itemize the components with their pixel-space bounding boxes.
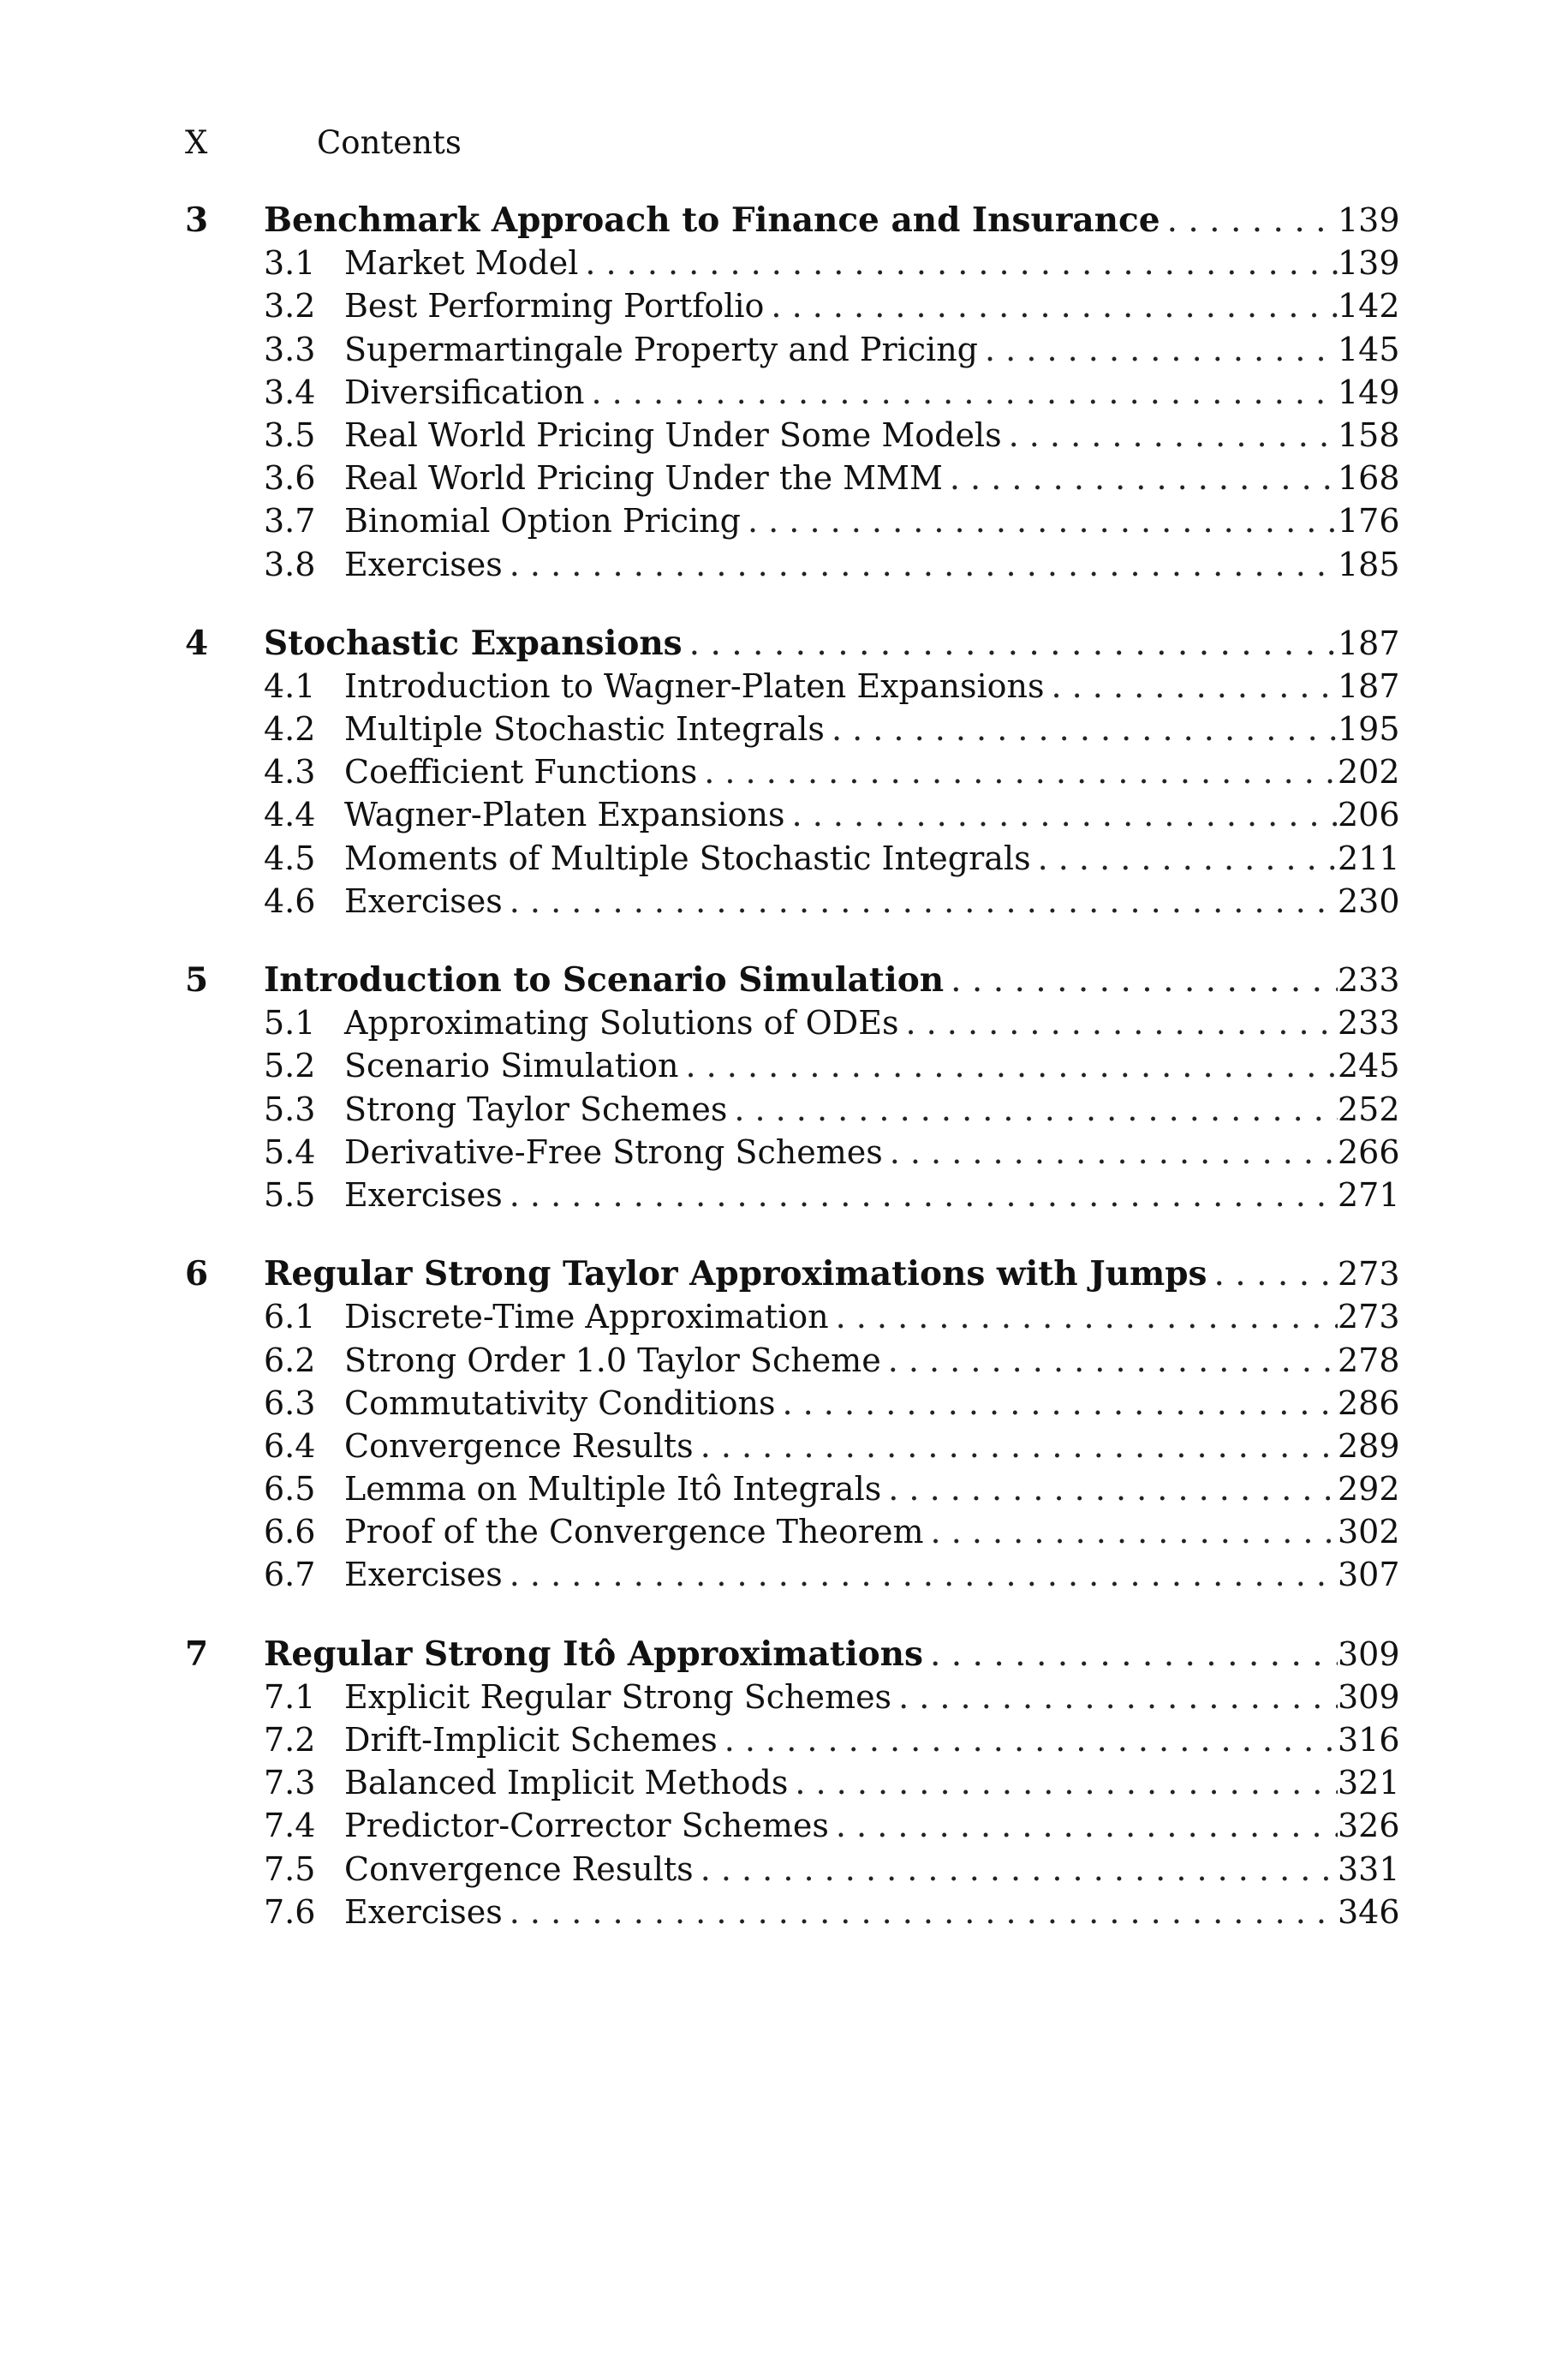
section-title: Market Model bbox=[344, 244, 579, 283]
section-page-number: 266 bbox=[1338, 1132, 1400, 1171]
section-title: Convergence Results bbox=[344, 1426, 694, 1465]
section-page-number: 271 bbox=[1338, 1175, 1400, 1214]
section-page-number: 302 bbox=[1338, 1513, 1400, 1551]
toc-section-entry[interactable] bbox=[185, 457, 1398, 499]
section-page-number: 326 bbox=[1338, 1807, 1400, 1845]
section-number: 3.6 bbox=[264, 459, 316, 498]
section-title: Introduction to Wagner-Platen Expansions bbox=[344, 666, 1045, 705]
dot-leader bbox=[510, 543, 1338, 586]
section-title: Exercises bbox=[344, 1556, 503, 1594]
dot-leader bbox=[1009, 414, 1338, 457]
section-number: 7.3 bbox=[264, 1764, 316, 1802]
dot-leader bbox=[724, 1718, 1338, 1761]
section-number: 6.4 bbox=[264, 1426, 316, 1465]
section-number: 3.7 bbox=[264, 502, 316, 541]
dot-leader bbox=[685, 1044, 1338, 1087]
toc-section-entry[interactable] bbox=[185, 708, 1398, 750]
toc-chapter-entry[interactable] bbox=[185, 199, 1398, 242]
dot-leader bbox=[888, 1467, 1338, 1510]
section-number: 7.2 bbox=[264, 1721, 316, 1759]
toc-section-entry[interactable] bbox=[185, 1761, 1398, 1804]
section-number: 6.2 bbox=[264, 1341, 316, 1379]
section-title: Convergence Results bbox=[344, 1849, 694, 1888]
section-title: Approximating Solutions of ODEs bbox=[344, 1004, 899, 1043]
toc-chapter bbox=[185, 959, 1398, 1216]
dot-leader bbox=[836, 1295, 1338, 1338]
section-title: Exercises bbox=[344, 545, 503, 583]
section-number: 7.5 bbox=[264, 1849, 316, 1888]
dot-leader bbox=[1038, 837, 1338, 880]
toc-section-entry[interactable] bbox=[185, 750, 1398, 793]
toc-section-entry[interactable] bbox=[185, 1467, 1398, 1510]
section-number: 5.5 bbox=[264, 1175, 316, 1214]
section-title: Real World Pricing Under Some Models bbox=[344, 415, 1002, 454]
dot-leader bbox=[510, 1174, 1338, 1216]
section-title: Best Performing Portfolio bbox=[344, 287, 765, 326]
toc-section-entry[interactable] bbox=[185, 880, 1398, 923]
dot-leader bbox=[510, 880, 1338, 923]
section-page-number: 202 bbox=[1338, 753, 1400, 792]
chapter-page-number: 273 bbox=[1338, 1255, 1400, 1294]
section-title: Real World Pricing Under the MMM bbox=[344, 459, 943, 498]
section-title: Scenario Simulation bbox=[344, 1047, 679, 1085]
toc-chapter bbox=[185, 1252, 1398, 1597]
section-page-number: 149 bbox=[1338, 373, 1400, 411]
section-page-number: 176 bbox=[1338, 502, 1400, 541]
section-number: 4.6 bbox=[264, 881, 316, 920]
section-number: 7.1 bbox=[264, 1677, 316, 1716]
section-page-number: 278 bbox=[1338, 1341, 1400, 1379]
section-number: 3.4 bbox=[264, 373, 316, 411]
toc-section-entry[interactable] bbox=[185, 543, 1398, 586]
section-number: 5.4 bbox=[264, 1132, 316, 1171]
toc-chapter-entry[interactable] bbox=[185, 1633, 1398, 1676]
chapter-number: 4 bbox=[185, 623, 209, 663]
section-title: Lemma on Multiple Itô Integrals bbox=[344, 1470, 882, 1509]
toc-section-entry[interactable] bbox=[185, 793, 1398, 836]
section-number: 5.3 bbox=[264, 1090, 316, 1128]
section-title: Discrete-Time Approximation bbox=[344, 1298, 829, 1336]
chapter-title: Introduction to Scenario Simulation bbox=[264, 960, 945, 1000]
section-page-number: 139 bbox=[1338, 244, 1400, 283]
section-page-number: 142 bbox=[1338, 287, 1400, 326]
section-number: 4.5 bbox=[264, 839, 316, 877]
toc-section-entry[interactable] bbox=[185, 1382, 1398, 1425]
section-number: 3.3 bbox=[264, 330, 316, 368]
section-page-number: 158 bbox=[1338, 415, 1400, 454]
dot-leader bbox=[795, 1761, 1338, 1804]
section-page-number: 211 bbox=[1338, 839, 1400, 877]
section-page-number: 316 bbox=[1338, 1721, 1400, 1759]
toc-section-entry[interactable] bbox=[185, 1891, 1398, 1933]
toc-section-entry[interactable] bbox=[185, 1848, 1398, 1891]
toc-section-entry[interactable] bbox=[185, 1295, 1398, 1338]
toc-section-entry[interactable] bbox=[185, 1001, 1398, 1044]
section-title: Binomial Option Pricing bbox=[344, 502, 741, 541]
dot-leader bbox=[771, 284, 1338, 327]
toc-chapter-entry[interactable] bbox=[185, 959, 1398, 1001]
section-title: Commutativity Conditions bbox=[344, 1383, 776, 1422]
section-title: Strong Taylor Schemes bbox=[344, 1090, 728, 1128]
dot-leader bbox=[734, 1088, 1338, 1131]
dot-leader bbox=[1214, 1253, 1338, 1296]
dot-leader bbox=[591, 371, 1338, 414]
dot-leader bbox=[950, 457, 1338, 499]
section-number: 4.4 bbox=[264, 796, 316, 834]
toc-section-entry[interactable] bbox=[185, 371, 1398, 414]
dot-leader bbox=[931, 1510, 1338, 1553]
page-folio: X bbox=[185, 124, 208, 161]
toc-section-entry[interactable] bbox=[185, 1174, 1398, 1216]
section-title: Diversification bbox=[344, 373, 585, 411]
toc-section-entry[interactable] bbox=[185, 414, 1398, 457]
section-title: Predictor-Corrector Schemes bbox=[344, 1807, 829, 1845]
section-number: 7.4 bbox=[264, 1807, 316, 1845]
dot-leader bbox=[704, 750, 1338, 793]
section-number: 3.2 bbox=[264, 287, 316, 326]
section-title: Strong Order 1.0 Taylor Scheme bbox=[344, 1341, 881, 1379]
chapter-number: 5 bbox=[185, 960, 209, 1000]
section-number: 6.7 bbox=[264, 1556, 316, 1594]
section-number: 5.1 bbox=[264, 1004, 316, 1043]
table-of-contents bbox=[185, 199, 1398, 1969]
toc-section-entry[interactable] bbox=[185, 837, 1398, 880]
dot-leader bbox=[748, 499, 1338, 542]
section-page-number: 286 bbox=[1338, 1383, 1400, 1422]
section-number: 6.5 bbox=[264, 1470, 316, 1509]
section-number: 4.3 bbox=[264, 753, 316, 792]
chapter-title: Stochastic Expansions bbox=[264, 623, 683, 663]
toc-chapter-entry[interactable] bbox=[185, 1252, 1398, 1295]
section-number: 3.8 bbox=[264, 545, 316, 583]
toc-section-entry[interactable] bbox=[185, 1553, 1398, 1596]
dot-leader bbox=[782, 1382, 1338, 1425]
section-title: Exercises bbox=[344, 1175, 503, 1214]
section-title: Proof of the Convergence Theorem bbox=[344, 1513, 924, 1551]
section-page-number: 252 bbox=[1338, 1090, 1400, 1128]
section-page-number: 321 bbox=[1338, 1764, 1400, 1802]
dot-leader bbox=[701, 1848, 1338, 1891]
section-number: 3.1 bbox=[264, 244, 316, 283]
toc-chapter-entry[interactable] bbox=[185, 622, 1398, 665]
section-title: Drift-Implicit Schemes bbox=[344, 1721, 718, 1759]
section-page-number: 187 bbox=[1338, 666, 1400, 705]
chapter-title: Regular Strong Taylor Approximations with Jumps bbox=[264, 1254, 1207, 1294]
section-title: Wagner-Platen Expansions bbox=[344, 796, 785, 834]
section-page-number: 292 bbox=[1338, 1470, 1400, 1509]
section-title: Multiple Stochastic Integrals bbox=[344, 710, 825, 749]
section-page-number: 245 bbox=[1338, 1047, 1400, 1085]
dot-leader bbox=[930, 1634, 1338, 1676]
dot-leader bbox=[836, 1804, 1338, 1847]
dot-leader bbox=[898, 1676, 1338, 1718]
section-title: Coefficient Functions bbox=[344, 753, 698, 792]
dot-leader bbox=[792, 793, 1338, 836]
chapter-title: Regular Strong Itô Approximations bbox=[264, 1634, 923, 1674]
section-page-number: 346 bbox=[1338, 1892, 1400, 1931]
section-number: 6.3 bbox=[264, 1383, 316, 1422]
chapter-page-number: 139 bbox=[1338, 201, 1400, 239]
dot-leader bbox=[905, 1001, 1338, 1044]
section-page-number: 331 bbox=[1338, 1849, 1400, 1888]
section-number: 3.5 bbox=[264, 415, 316, 454]
toc-section-entry[interactable] bbox=[185, 1676, 1398, 1718]
toc-section-entry[interactable] bbox=[185, 1088, 1398, 1131]
toc-section-entry[interactable] bbox=[185, 328, 1398, 371]
section-title: Supermartingale Property and Pricing bbox=[344, 330, 978, 368]
dot-leader bbox=[985, 328, 1338, 371]
toc-section-entry[interactable] bbox=[185, 1131, 1398, 1174]
toc-section-entry[interactable] bbox=[185, 1718, 1398, 1761]
dot-leader bbox=[510, 1553, 1338, 1596]
section-page-number: 185 bbox=[1338, 545, 1400, 583]
dot-leader bbox=[888, 1339, 1338, 1382]
section-title: Exercises bbox=[344, 881, 503, 920]
chapter-page-number: 233 bbox=[1338, 961, 1400, 999]
section-page-number: 289 bbox=[1338, 1426, 1400, 1465]
dot-leader bbox=[1051, 665, 1338, 708]
section-page-number: 307 bbox=[1338, 1556, 1400, 1594]
chapter-title: Benchmark Approach to Finance and Insurance bbox=[264, 200, 1160, 240]
chapter-number: 3 bbox=[185, 200, 209, 240]
dot-leader bbox=[890, 1131, 1338, 1174]
section-title: Explicit Regular Strong Schemes bbox=[344, 1677, 892, 1716]
section-page-number: 233 bbox=[1338, 1004, 1400, 1043]
chapter-number: 6 bbox=[185, 1254, 209, 1294]
chapter-page-number: 187 bbox=[1338, 624, 1400, 662]
section-page-number: 145 bbox=[1338, 330, 1400, 368]
dot-leader bbox=[689, 623, 1338, 666]
section-number: 6.1 bbox=[264, 1298, 316, 1336]
section-number: 4.1 bbox=[264, 666, 316, 705]
toc-section-entry[interactable] bbox=[185, 1510, 1398, 1553]
section-number: 6.6 bbox=[264, 1513, 316, 1551]
section-title: Derivative-Free Strong Schemes bbox=[344, 1132, 883, 1171]
running-head-title: Contents bbox=[317, 124, 462, 161]
toc-chapter bbox=[185, 622, 1398, 923]
toc-section-entry[interactable] bbox=[185, 1425, 1398, 1467]
section-page-number: 206 bbox=[1338, 796, 1400, 834]
section-page-number: 309 bbox=[1338, 1677, 1400, 1716]
toc-section-entry[interactable] bbox=[185, 499, 1398, 542]
toc-chapter bbox=[185, 199, 1398, 586]
section-number: 4.2 bbox=[264, 710, 316, 749]
toc-section-entry[interactable] bbox=[185, 665, 1398, 708]
section-page-number: 168 bbox=[1338, 459, 1400, 498]
section-title: Moments of Multiple Stochastic Integrals bbox=[344, 839, 1031, 877]
dot-leader bbox=[832, 708, 1338, 750]
section-title: Exercises bbox=[344, 1892, 503, 1931]
section-page-number: 195 bbox=[1338, 710, 1400, 749]
dot-leader bbox=[1167, 200, 1338, 242]
chapter-page-number: 309 bbox=[1338, 1634, 1400, 1673]
toc-section-entry[interactable] bbox=[185, 1044, 1398, 1087]
section-title: Balanced Implicit Methods bbox=[344, 1764, 789, 1802]
dot-leader bbox=[510, 1891, 1338, 1933]
section-page-number: 273 bbox=[1338, 1298, 1400, 1336]
dot-leader bbox=[701, 1425, 1338, 1467]
chapter-number: 7 bbox=[185, 1634, 209, 1674]
toc-section-entry[interactable] bbox=[185, 1339, 1398, 1382]
toc-section-entry[interactable] bbox=[185, 242, 1398, 284]
toc-section-entry[interactable] bbox=[185, 284, 1398, 327]
dot-leader bbox=[585, 242, 1338, 284]
section-number: 5.2 bbox=[264, 1047, 316, 1085]
toc-section-entry[interactable] bbox=[185, 1804, 1398, 1847]
section-page-number: 230 bbox=[1338, 881, 1400, 920]
toc-chapter bbox=[185, 1633, 1398, 1933]
section-number: 7.6 bbox=[264, 1892, 316, 1931]
dot-leader bbox=[951, 959, 1338, 1002]
